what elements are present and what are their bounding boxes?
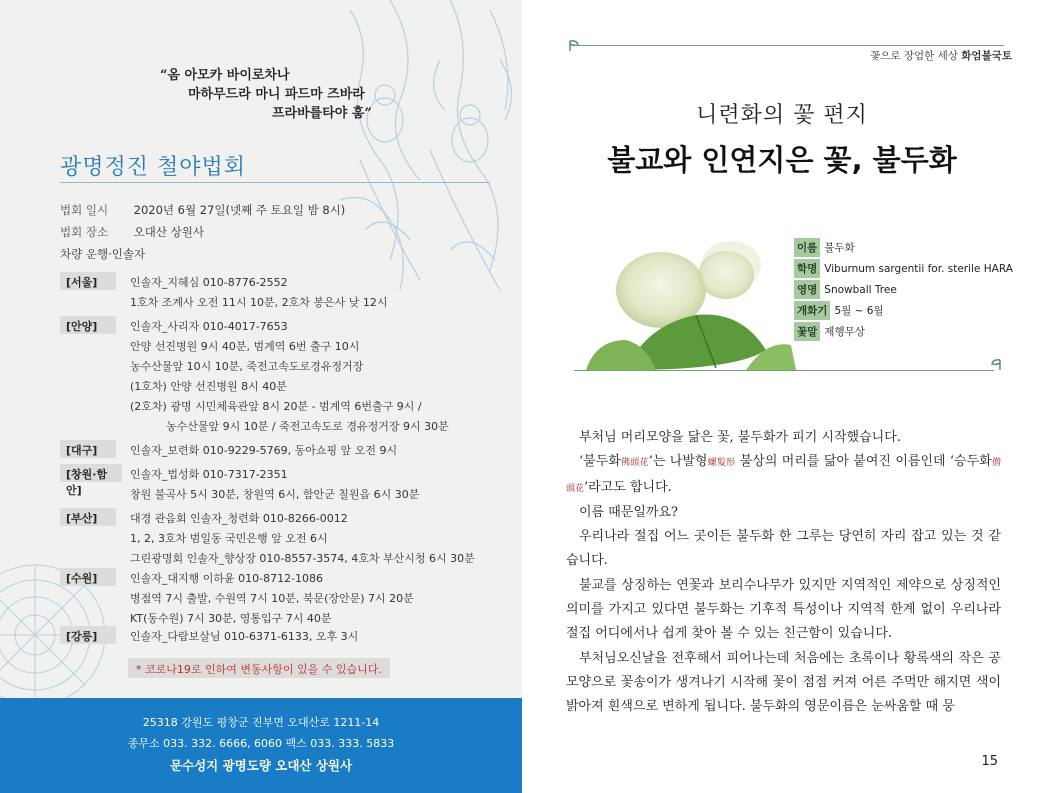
- article-body: [566, 426, 1001, 720]
- region-line: 1, 2, 3호차 범일동 국민은행 앞 오전 6시: [130, 532, 328, 545]
- region-line: 그린광명회 인솔자_향상장 010-8557-3574, 4호차 부산시청 6시 30분: [130, 552, 475, 565]
- info-value: 5월 ~ 6월: [834, 305, 884, 317]
- article-title: 불교와 인연지은 꽃, 불두화: [607, 143, 957, 177]
- region-tag: [수원]: [60, 568, 116, 586]
- region-line: 인솔자_지혜심 010-8776-2552: [130, 276, 288, 289]
- region-line: 농수산물앞 9시 10분 / 죽전고속도로 경유정거장 9시 30분: [166, 420, 449, 433]
- hydrangea-flower-photo: [566, 230, 796, 370]
- region-suwon: [60, 568, 500, 630]
- hanja-annotation: 僧頭花: [566, 458, 1001, 494]
- info-key: 꽃말: [794, 322, 820, 341]
- info-row: [794, 280, 1024, 301]
- region-line: 농수산물앞 10시 10분, 죽전고속도로경유정거장: [130, 360, 364, 373]
- region-line: KT(동수원) 7시 30분, 영통입구 7시 40분: [130, 612, 332, 625]
- region-daegu: [60, 440, 500, 462]
- title-divider: [60, 182, 490, 183]
- body-paragraph: 불교를 상징하는 연꽃과 보리수나무가 있지만 지역적인 제약으로 상징적인 의미를 가지고 있다면 불두화는 기후적 특성이나 지역적 한계 없이 우리나라 절집 어디에서나 쉽게 찾아 볼 수 있는 친근함이 있습니다.: [566, 577, 1001, 642]
- right-page: [522, 0, 1042, 793]
- info-value: 불두화: [824, 242, 855, 254]
- region-line: (2호차) 광명 시민체육관앞 8시 20분 - 범계역 6번출구 9시 /: [130, 400, 422, 413]
- region-tag: [부산]: [60, 508, 116, 526]
- region-line: 창원 불곡사 5시 30분, 창원역 6시, 함안군 칠원읍 6시 30분: [130, 488, 420, 501]
- running-header: [870, 48, 1012, 63]
- region-tag: [강릉]: [60, 626, 116, 644]
- region-changwon: [60, 464, 500, 506]
- covid-notice: * 코로나19로 인하여 변동사항이 있을 수 있습니다.: [128, 658, 390, 678]
- body-paragraph: 부처님 머리모양을 닮은 꽃, 불두화가 피기 시작했습니다.: [579, 430, 901, 445]
- region-line: 인솔자_다람보살님 010-6371-6133, 오후 3시: [130, 630, 359, 643]
- place-value: 오대산 상원사: [133, 225, 204, 239]
- body-paragraph: 이름 때문일까요?: [579, 504, 679, 520]
- footer-org: 문수성지 광명도량 오대산 상원사: [169, 758, 353, 773]
- region-line: 인솔자_대지행 이하윤 010-8712-1086: [130, 572, 324, 585]
- region-anyang: [60, 316, 500, 438]
- mantra-line: 프라바를타야 훔”: [272, 106, 372, 121]
- date-label: 법회 일시: [60, 203, 109, 217]
- region-tag: [서울]: [60, 272, 116, 290]
- region-line: 안양 선진병원 9시 40분, 범계역 6번 출구 10시: [130, 340, 360, 353]
- info-key: 개화기: [794, 301, 830, 320]
- info-row: [794, 238, 1024, 259]
- footer-contact: [0, 698, 522, 793]
- region-tag: [대구]: [60, 440, 116, 458]
- region-tag: [창원·함안]: [60, 464, 122, 482]
- footer-phone: 종무소 033. 332. 6666, 6060 팩스 033. 333. 5833: [127, 737, 395, 750]
- mantra-line: 마하무드라 마니 파드마 즈바라: [188, 87, 365, 102]
- region-line: 인솔자_보련화 010-9229-5769, 동아쇼핑 앞 오전 9시: [130, 444, 398, 457]
- region-line: 인솔자_법성화 010-7317-2351: [130, 468, 288, 481]
- info-key: 학명: [794, 259, 820, 278]
- header-rule: [574, 45, 1004, 46]
- info-key: 영명: [794, 280, 820, 299]
- page-number: 15: [981, 754, 998, 769]
- info-value: 제행무상: [824, 326, 865, 338]
- info-value: Snowball Tree: [824, 284, 897, 296]
- header-prefix: 꽃으로 장엄한 세상: [870, 50, 962, 62]
- section-rule: [574, 370, 994, 371]
- event-place-row: [60, 224, 204, 240]
- info-value: Viburnum sargentii for. sterile HARA: [824, 263, 1013, 275]
- region-busan: [60, 508, 500, 570]
- region-line: 1호차 조계사 오전 11시 10분, 2호차 봉은사 낮 12시: [130, 296, 388, 309]
- header-series-name: 화엄불국토: [961, 50, 1012, 62]
- region-seoul: [60, 272, 500, 314]
- plant-info-box: [794, 238, 1024, 343]
- event-date-row: [60, 202, 345, 218]
- body-paragraph: 부처님오신날을 전후해서 피어나는데 처음에는 초록이나 황록색의 작은 공 모양으로 꽃송이가 생겨나기 시작해 꽃이 점점 커져 어른 주먹만 해지면 색이 밝아져 흰색으로 변하게 됩니다. 불두화의 영문이름은 눈싸움할 때 뭉: [566, 650, 1001, 715]
- region-line: 대경 관음회 인솔자_청련화 010-8266-0012: [130, 512, 348, 525]
- date-value: 2020년 6월 27일(넷째 주 토요일 밤 8시): [133, 203, 346, 217]
- article-subtitle: 니련화의 꽃 편지: [696, 103, 868, 128]
- region-line: 병점역 7시 출발, 수원역 7시 10분, 북문(장안문) 7시 20분: [130, 592, 414, 605]
- footer-address: 25318 강원도 평창군 진부면 오대산로 1211-14: [142, 716, 380, 729]
- info-row: [794, 301, 1024, 322]
- info-row: [794, 322, 1024, 343]
- region-line: 인솔자_사리자 010-4017-7653: [130, 320, 288, 333]
- hanja-annotation: 佛頭花: [620, 458, 649, 469]
- region-gangneung: [60, 626, 500, 648]
- leaf-ornament-icon: [987, 356, 1003, 372]
- leaf-ornament-icon: [567, 38, 583, 54]
- body-paragraph: 우리나라 절집 어느 곳이든 불두화 한 그루는 당연히 자리 잡고 있는 것 같습니다.: [566, 529, 1001, 569]
- mantra-line: “옴 아모카 바이로차나: [160, 68, 290, 83]
- info-key: 이름: [794, 238, 820, 257]
- info-row: [794, 259, 1024, 280]
- region-tag: [안양]: [60, 316, 116, 334]
- transport-label: 차량 운행·인솔자: [60, 247, 146, 261]
- body-paragraph: ‘불두화佛頭花’는 나발형螺髮形 불상의 머리를 닮아 붙여진 이름인데 ‘승두화僧頭花’라고도 합니다.: [566, 454, 1001, 495]
- mantra-text: [160, 66, 420, 123]
- event-title: 광명정진 철야법회: [60, 155, 247, 180]
- place-label: 법회 장소: [60, 225, 109, 239]
- region-line: (1호차) 안양 선진병원 8시 40분: [130, 380, 287, 393]
- buddhist-figures-illustration: [330, 0, 522, 300]
- hanja-annotation: 螺髮形: [707, 458, 736, 469]
